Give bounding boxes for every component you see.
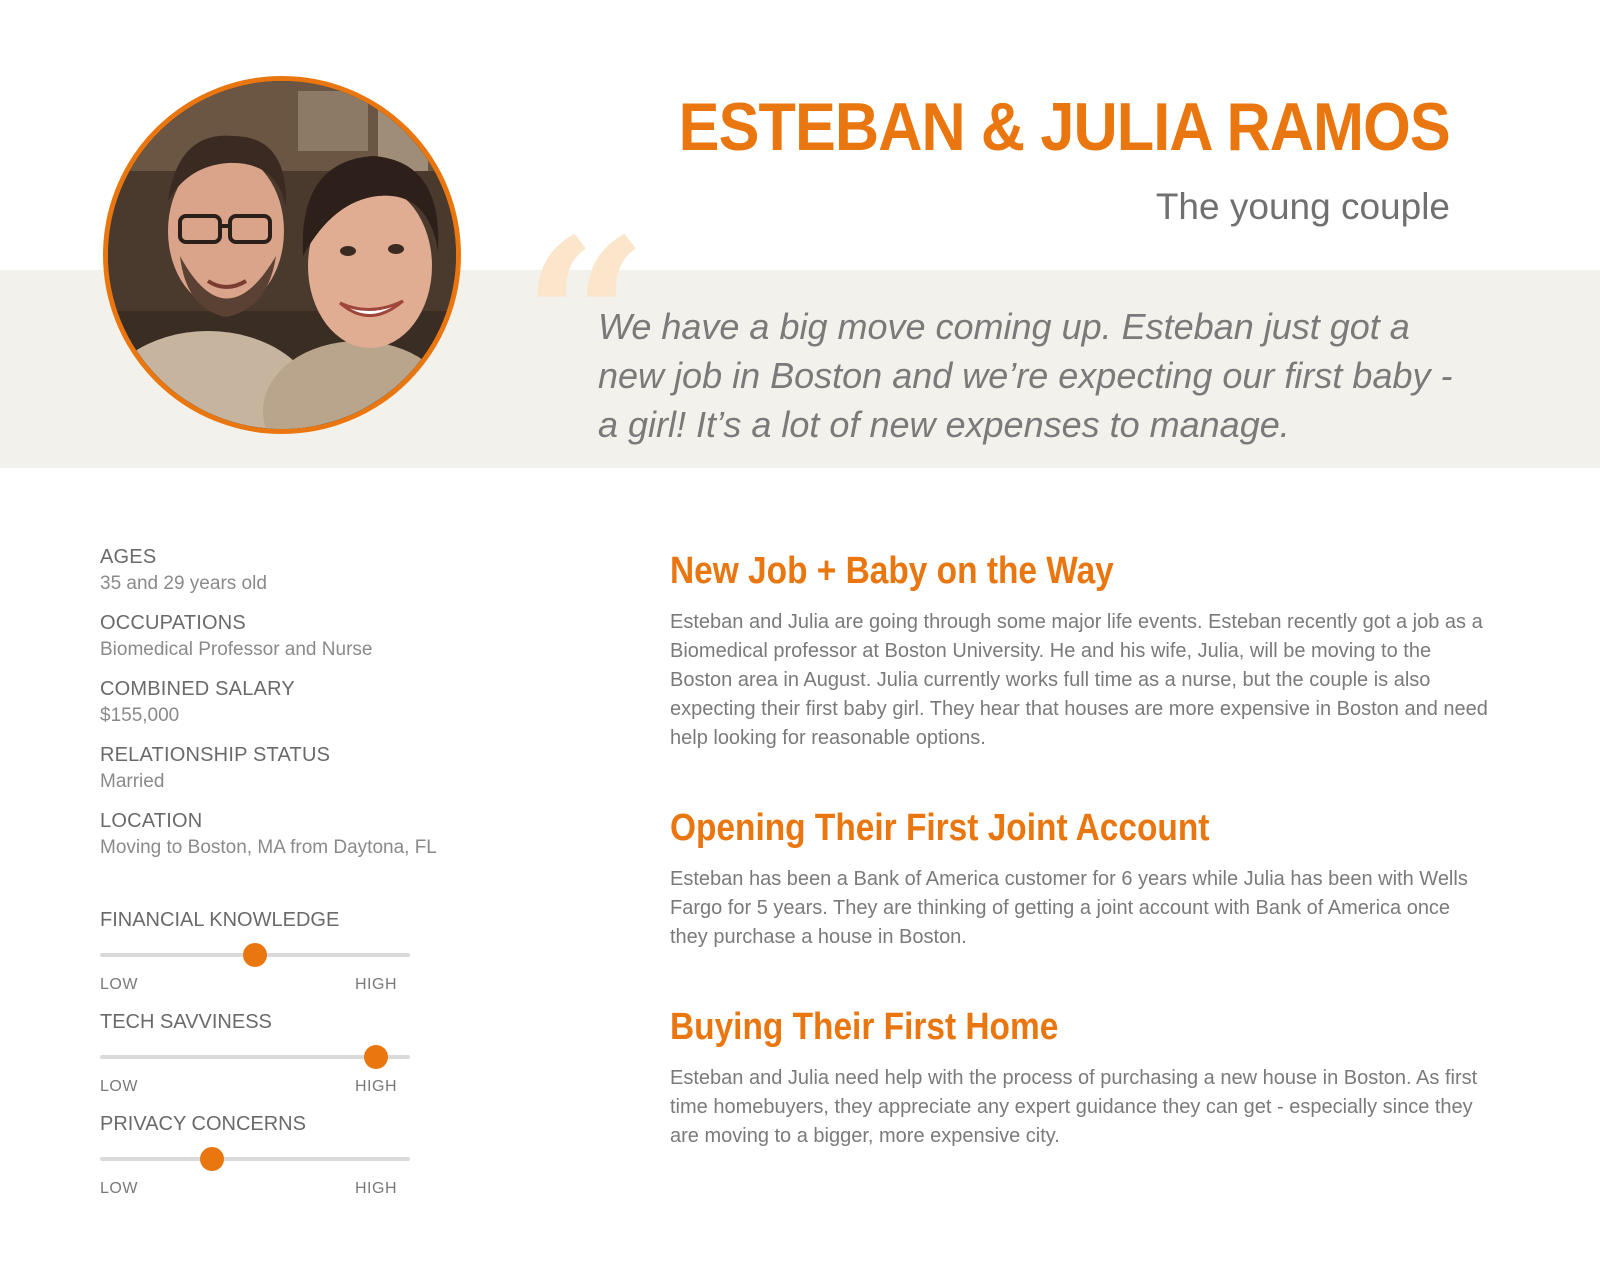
slider-privacy-concerns (100, 1112, 412, 1214)
slider-tech-savviness (100, 1010, 412, 1112)
fact-label: LOCATION (100, 810, 203, 832)
fact-value: Moving to Boston, MA from Daytona, FL (100, 837, 437, 858)
fact-relationship-status (100, 743, 530, 809)
slider-thumb (243, 943, 267, 967)
persona-quote: We have a big move coming up. Esteban just got a new job in Boston and we’re expecting our first baby - a girl! It’s a lot of new expenses to manage. (598, 306, 1453, 445)
persona-facts (100, 545, 530, 875)
slider-low-label: LOW (100, 1180, 138, 1197)
couple-photo-illustration (108, 81, 456, 429)
fact-value: Married (100, 771, 165, 792)
slider-high-label: HIGH (355, 976, 397, 993)
fact-value: Biomedical Professor and Nurse (100, 639, 373, 660)
fact-value: $155,000 (100, 705, 180, 726)
slider-thumb (200, 1147, 224, 1171)
fact-label: OCCUPATIONS (100, 612, 246, 634)
fact-combined-salary (100, 677, 530, 743)
persona-sections (670, 548, 1500, 1203)
section-new-job (670, 548, 1500, 753)
fact-label: COMBINED SALARY (100, 678, 295, 700)
section-body: Esteban and Julia need help with the process of purchasing a new house in Boston. As first time homebuyers, they appreciate any expert guidance they can get - especially since they are moving to a bigger, more expensive city. (670, 1067, 1478, 1147)
fact-value: 35 and 29 years old (100, 573, 267, 594)
slider-track (100, 1157, 410, 1161)
slider-label: TECH SAVVINESS (100, 1011, 272, 1033)
fact-ages (100, 545, 530, 611)
slider-low-label: LOW (100, 1078, 138, 1095)
section-joint-account (670, 805, 1500, 952)
section-body: Esteban has been a Bank of America customer for 6 years while Julia has been with Wells Fargo for 5 years. They are thinking of getting a joint account with Bank of America once they purchase a house in Boston. (670, 868, 1468, 948)
slider-thumb (364, 1045, 388, 1069)
slider-label: FINANCIAL KNOWLEDGE (100, 909, 340, 931)
section-first-home (670, 1004, 1500, 1151)
section-heading: Buying Their First Home (670, 1006, 1059, 1048)
persona-name: ESTEBAN & JULIA RAMOS (678, 89, 1450, 165)
fact-location (100, 809, 530, 875)
slider-high-label: HIGH (355, 1180, 397, 1197)
persona-sliders (100, 908, 412, 1214)
slider-label: PRIVACY CONCERNS (100, 1113, 306, 1135)
quote-mark-icon: “ (522, 190, 649, 449)
section-body: Esteban and Julia are going through some major life events. Esteban recently got a job as a Biomedical professor at Boston University. He and his wife, Julia, will be moving to the Boston area in August. Julia currently works full time as a nurse, but the couple is also expecting their first baby girl. They hear that houses are more expensive in Boston and need help looking for reasonable options. (670, 611, 1488, 749)
fact-label: AGES (100, 546, 157, 568)
fact-occupations (100, 611, 530, 677)
section-heading: New Job + Baby on the Way (670, 550, 1114, 592)
fact-label: RELATIONSHIP STATUS (100, 744, 331, 766)
section-heading: Opening Their First Joint Account (670, 807, 1210, 849)
slider-financial-knowledge (100, 908, 412, 1010)
slider-high-label: HIGH (355, 1078, 397, 1095)
persona-photo (103, 76, 461, 434)
slider-low-label: LOW (100, 976, 138, 993)
persona-tagline: The young couple (1155, 186, 1450, 227)
